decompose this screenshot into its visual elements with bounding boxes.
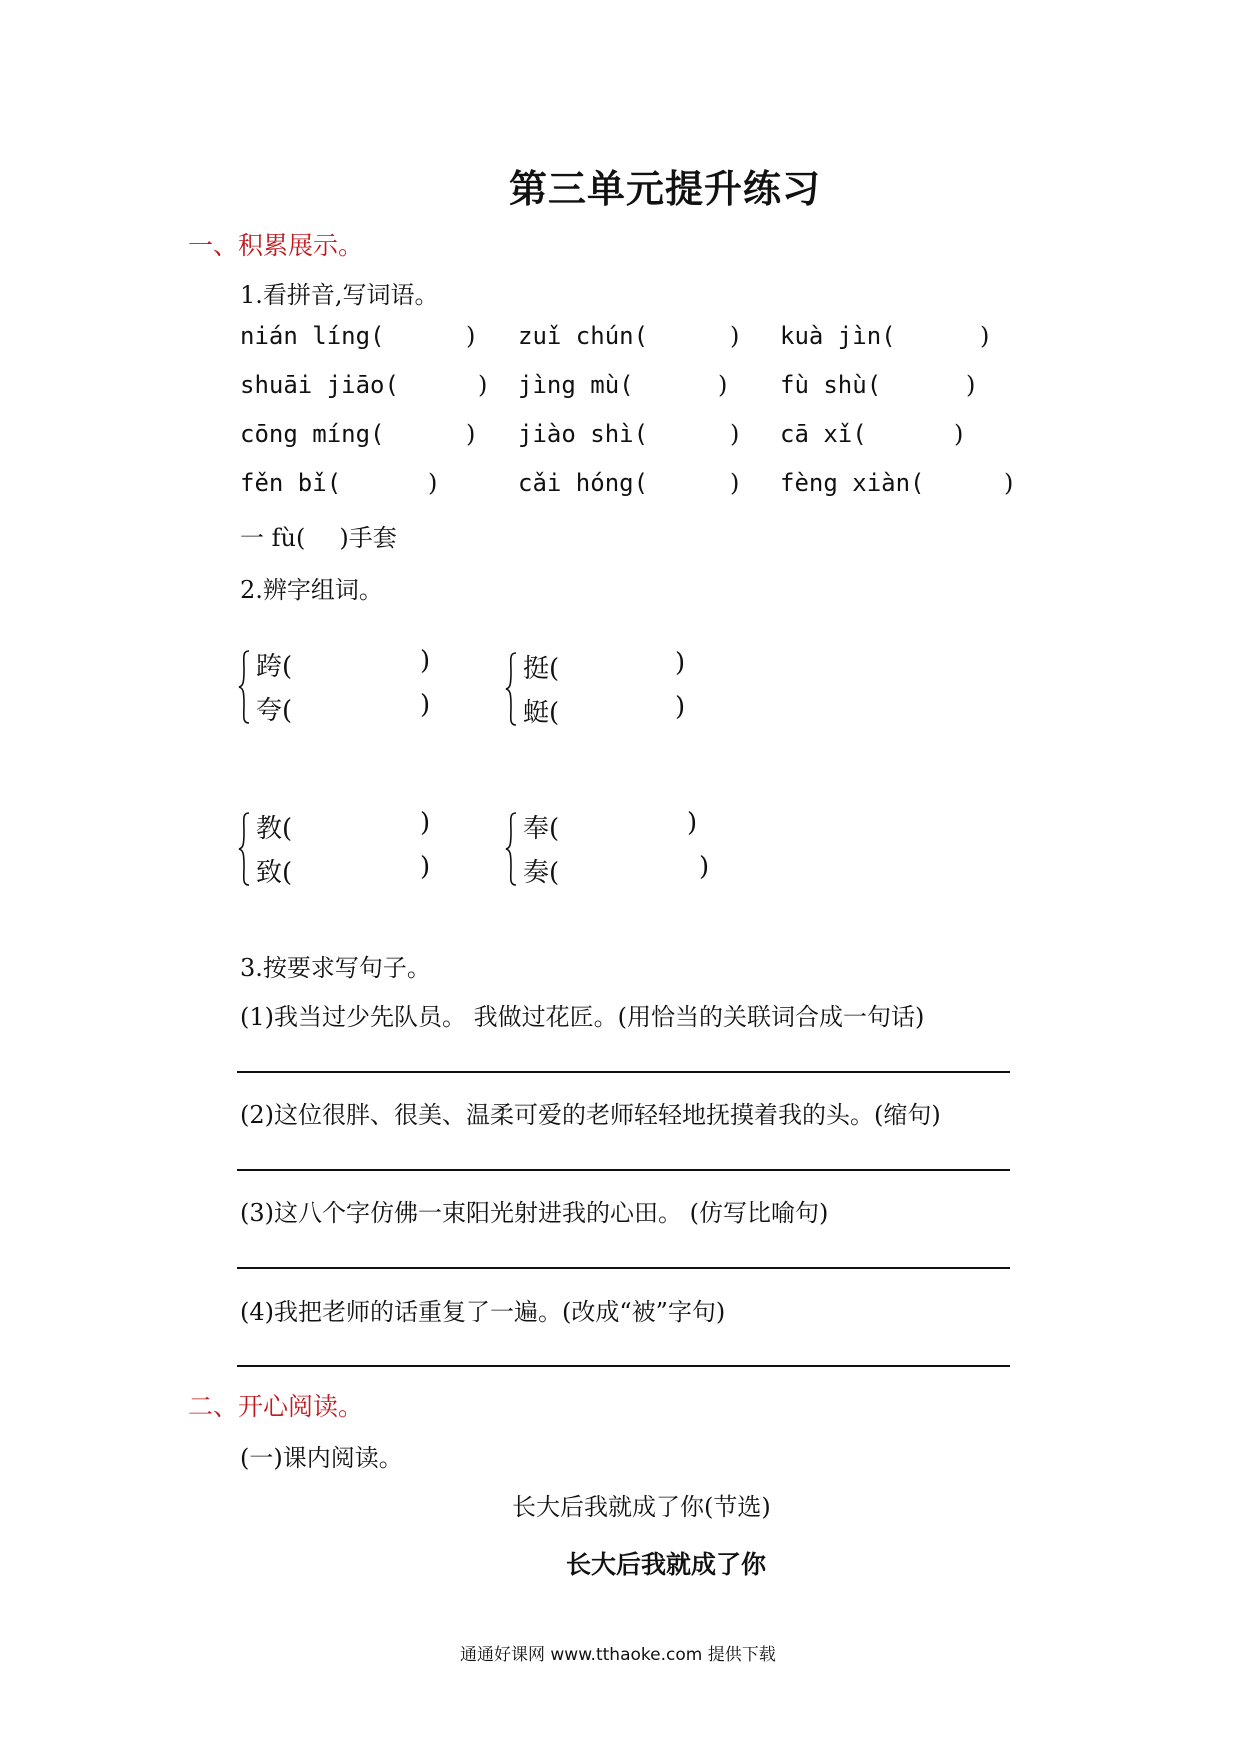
- brace-icon: [238, 650, 250, 724]
- reading-label: (一)课内阅读。: [240, 1444, 403, 1472]
- pinyin-item: fù shù(: [780, 371, 882, 399]
- pinyin-item-last: 一 fù( )手套: [240, 524, 397, 552]
- brace-icon: [238, 812, 250, 886]
- question-3-label: 3.按要求写句子。: [240, 954, 431, 982]
- pinyin-item: cǎi hóng(: [518, 469, 649, 497]
- word-pair-group: 奉( ) 奏( ): [505, 812, 725, 892]
- pinyin-item: cōng míng(: [240, 420, 385, 448]
- reading-heading: 长大后我就成了你: [566, 1550, 767, 1579]
- brace-icon: [505, 652, 517, 726]
- page-title: 第三单元提升练习: [508, 166, 821, 211]
- answer-line[interactable]: [237, 1365, 1010, 1367]
- question-2-label: 2.辨字组词。: [240, 576, 383, 604]
- pinyin-item: zuǐ chún(: [518, 322, 649, 350]
- word-pair-group: 教( ) 致( ): [238, 812, 438, 892]
- pinyin-item: shuāi jiāo(: [240, 371, 399, 399]
- sentence-task-2: (2)这位很胖、很美、温柔可爱的老师轻轻地抚摸着我的头。(缩句): [240, 1101, 941, 1129]
- sentence-task-1: (1)我当过少先队员。 我做过花匠。(用恰当的关联词合成一句话): [240, 1003, 925, 1031]
- word-pair-group: 跨( ) 夸( ): [238, 650, 438, 730]
- pinyin-item: fèng xiàn(: [780, 469, 925, 497]
- pinyin-item: cā xǐ(: [780, 420, 867, 448]
- reading-subtitle: 长大后我就成了你(节选): [512, 1493, 771, 1521]
- section-heading-2: 二、开心阅读。: [188, 1392, 364, 1421]
- word-pair-group: 挺( ) 蜓( ): [505, 652, 705, 732]
- section-heading-1: 一、积累展示。: [188, 231, 364, 260]
- pinyin-item: jìng mù(: [518, 371, 634, 399]
- pinyin-item: nián líng(: [240, 322, 385, 350]
- answer-line[interactable]: [237, 1071, 1010, 1073]
- pinyin-item: kuà jìn(: [780, 322, 896, 350]
- sentence-task-3: (3)这八个字仿佛一束阳光射进我的心田。 (仿写比喻句): [240, 1199, 829, 1227]
- question-1-label: 1.看拼音,写词语。: [240, 281, 439, 309]
- sentence-task-4: (4)我把老师的话重复了一遍。(改成“被”字句): [240, 1298, 726, 1326]
- answer-line[interactable]: [237, 1169, 1010, 1171]
- answer-line[interactable]: [237, 1267, 1010, 1269]
- pinyin-item: jiào shì(: [518, 420, 649, 448]
- brace-icon: [505, 812, 517, 886]
- pinyin-item: fěn bǐ(: [240, 469, 342, 497]
- page-footer: 通通好课网 www.tthaoke.com 提供下载: [460, 1645, 776, 1665]
